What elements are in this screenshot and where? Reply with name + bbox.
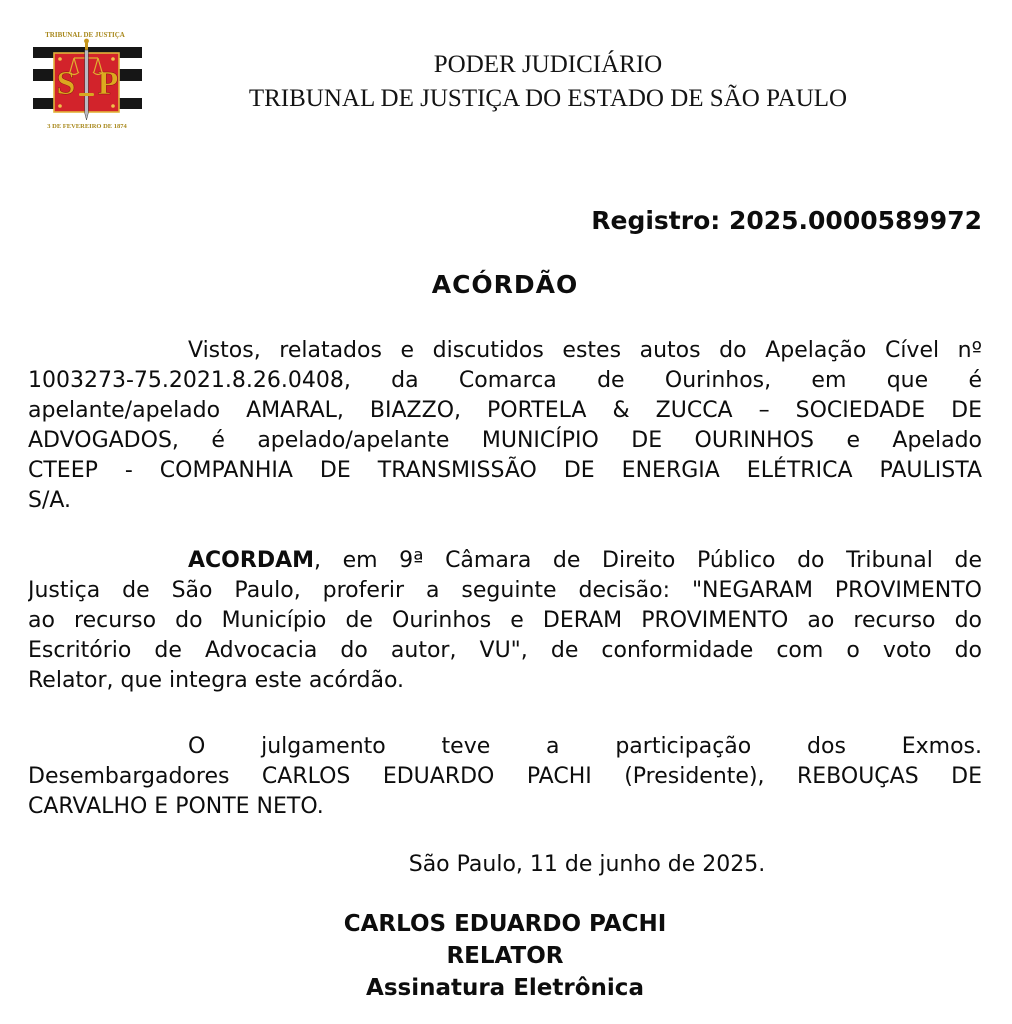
signature-role: RELATOR (446, 943, 564, 969)
paragraph-line: Vistos, relatados e discutidos estes autos do Apelação Cível nº (188, 338, 982, 363)
paragraph-line: Escritório de Advocacia do autor, VU", de conformidade com o voto do (28, 638, 982, 663)
body-paragraphs (28, 336, 982, 1004)
paragraph-line: ao recurso do Município de Ourinhos e DERAM PROVIMENTO ao recurso do (28, 608, 982, 633)
paragraph-line: Relator, que integra este acórdão. (28, 668, 405, 693)
paragraph-line: ACORDAM, em 9ª Câmara de Direito Público do Tribunal de (188, 548, 982, 573)
header-line-tribunal: TRIBUNAL DE JUSTIÇA DO ESTADO DE SÃO PAULO (248, 85, 848, 112)
paragraph-line: CTEEP - COMPANHIA DE TRANSMISSÃO DE ENERGIA ELÉTRICA PAULISTA (28, 458, 982, 483)
paragraph (28, 336, 982, 516)
paragraph-line: ADVOGADOS, é apelado/apelante MUNICÍPIO DE OURINHOS e Apelado (28, 428, 982, 453)
paragraph (28, 732, 982, 822)
paragraph-line: O julgamento teve a participação dos Exmos. (188, 734, 982, 759)
signature-name: CARLOS EDUARDO PACHI (343, 911, 667, 937)
paragraph-line: Desembargadores CARLOS EDUARDO PACHI (Presidente), REBOUÇAS DE (28, 764, 982, 789)
registro-number: Registro: 2025.0000589972 (591, 206, 982, 235)
logo-top-label: TRIBUNAL DE JUSTIÇA (45, 31, 125, 39)
paragraph-line: S/A. (28, 488, 72, 513)
paragraph-line: 1003273-75.2021.8.26.0408, da Comarca de Ourinhos, em que é (28, 368, 982, 393)
paragraph-line: apelante/apelado AMARAL, BIAZZO, PORTELA & ZUCCA – SOCIEDADE DE (28, 398, 982, 423)
letter-s: S (56, 65, 76, 102)
document-title: ACÓRDÃO (431, 270, 579, 299)
signature-block (28, 908, 982, 1004)
paragraph-line: CARVALHO E PONTE NETO. (28, 794, 324, 819)
letter-p: P (97, 65, 119, 102)
signature-method: Assinatura Eletrônica (366, 975, 644, 1001)
document-header (84, 48, 1012, 116)
paragraph (28, 546, 982, 696)
logo-bottom-label: 3 DE FEVEREIRO DE 1874 (47, 123, 127, 130)
header-line-poder-judiciario: PODER JUDICIÁRIO (433, 51, 663, 78)
date-line: São Paulo, 11 de junho de 2025. (408, 852, 766, 877)
paragraph-line: Justiça de São Paulo, proferir a seguinte decisão: "NEGARAM PROVIMENTO (28, 578, 982, 603)
